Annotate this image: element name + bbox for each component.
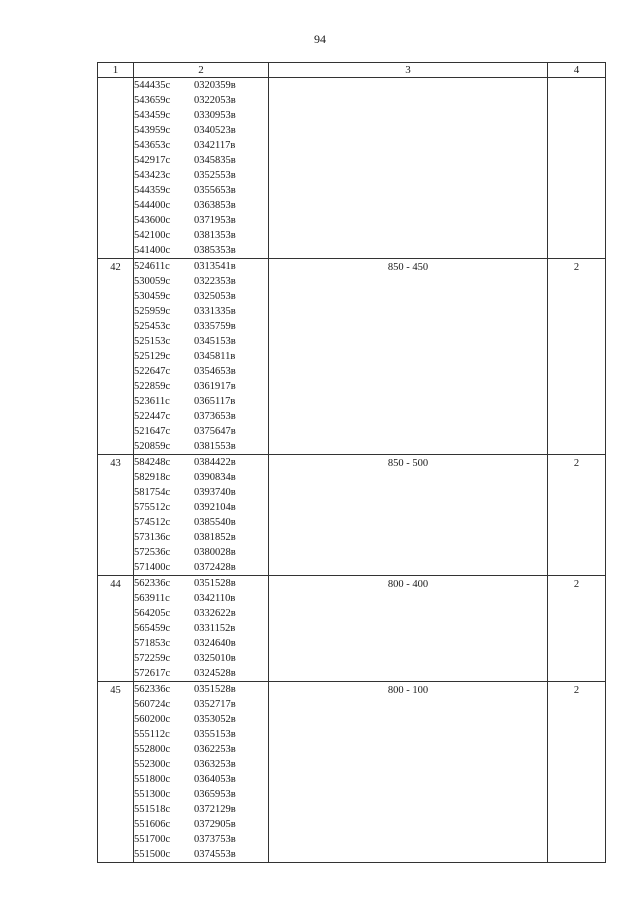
header-col-3: 3: [269, 63, 548, 78]
latitude: 572617с: [134, 668, 171, 679]
coordinate-line: [134, 500, 268, 515]
coordinate-line: [134, 183, 268, 198]
coordinate-line: [134, 108, 268, 123]
coordinate-line: [134, 802, 268, 817]
object-number: 44: [110, 579, 121, 590]
coordinates-cell: [134, 682, 269, 863]
coordinate-line: [134, 153, 268, 168]
coordinate-line: [134, 545, 268, 560]
latitude: 525453с: [134, 321, 171, 332]
longitude: 0322053в: [194, 95, 236, 106]
depth-range: 850 - 500: [387, 458, 429, 469]
depth-range-cell: [269, 455, 548, 576]
latitude: 522859с: [134, 381, 171, 392]
header-col-2: 2: [134, 63, 269, 78]
longitude: 0381353в: [194, 230, 236, 241]
depth-range-cell: [269, 576, 548, 682]
longitude: 0324528в: [194, 668, 236, 679]
coordinate-line: [134, 334, 268, 349]
longitude: 0325010в: [194, 653, 236, 664]
coordinate-line: [134, 757, 268, 772]
coordinate-line: [134, 742, 268, 757]
object-number-cell: [98, 576, 134, 682]
coordinate-line: [134, 485, 268, 500]
object-number: 43: [110, 458, 121, 469]
object-number-cell: [98, 682, 134, 863]
coordinate-line: [134, 697, 268, 712]
latitude: 543653с: [134, 140, 171, 151]
longitude: 0342110в: [194, 593, 236, 604]
latitude: 525959с: [134, 306, 171, 317]
longitude: 0354653в: [194, 366, 236, 377]
header-row: [98, 63, 606, 78]
latitude: 543459с: [134, 110, 171, 121]
latitude: 572259с: [134, 653, 171, 664]
latitude: 562336с: [134, 684, 171, 695]
longitude: 0381852в: [194, 532, 236, 543]
object-number-cell: [98, 259, 134, 455]
longitude: 0345153в: [194, 336, 236, 347]
coordinate-line: [134, 530, 268, 545]
coordinate-line: [134, 606, 268, 621]
coordinate-line: [134, 455, 268, 470]
longitude: 0371953в: [194, 215, 236, 226]
depth-range: 850 - 450: [387, 262, 429, 273]
coordinate-line: [134, 832, 268, 847]
object-number: [98, 78, 133, 79]
latitude: 543423с: [134, 170, 171, 181]
coordinate-line: [134, 259, 268, 274]
coordinate-line: [134, 304, 268, 319]
longitude: 0324640в: [194, 638, 236, 649]
longitude: 0342117в: [194, 140, 236, 151]
latitude: 521647с: [134, 426, 171, 437]
longitude: 0330953в: [194, 110, 236, 121]
longitude: 0384422в: [194, 457, 236, 468]
latitude: 522647с: [134, 366, 171, 377]
longitude: 0313541в: [194, 261, 236, 272]
coordinates-table: [97, 62, 606, 863]
latitude: 582918с: [134, 472, 171, 483]
object-number: 45: [110, 685, 121, 696]
latitude: 551518с: [134, 804, 171, 815]
object-number-cell: [98, 78, 134, 259]
longitude: 0363253в: [194, 759, 236, 770]
longitude: 0373653в: [194, 411, 236, 422]
coordinate-line: [134, 621, 268, 636]
latitude: 542917с: [134, 155, 171, 166]
latitude: 574512с: [134, 517, 171, 528]
latitude: 571853с: [134, 638, 171, 649]
longitude: 0355153в: [194, 729, 236, 740]
latitude: 530059с: [134, 276, 171, 287]
coordinate-line: [134, 289, 268, 304]
coordinates-cell: [134, 78, 269, 259]
longitude: 0332622в: [194, 608, 236, 619]
longitude: 0331152в: [194, 623, 236, 634]
coordinate-line: [134, 682, 268, 697]
longitude: 0373753в: [194, 834, 236, 845]
longitude: 0353052в: [194, 714, 236, 725]
latitude: 542100с: [134, 230, 171, 241]
longitude: 0362253в: [194, 744, 236, 755]
latitude: 541400с: [134, 245, 171, 256]
header-col-4: 4: [548, 63, 606, 78]
longitude: 0335759в: [194, 321, 236, 332]
longitude: 0351528в: [194, 578, 236, 589]
longitude: 0392104в: [194, 502, 236, 513]
latitude: 524611с: [134, 261, 170, 272]
coordinate-line: [134, 93, 268, 108]
table-row: [98, 259, 606, 455]
latitude: 551500с: [134, 849, 171, 860]
coordinate-line: [134, 772, 268, 787]
coordinate-line: [134, 817, 268, 832]
sheet-cell: [548, 259, 606, 455]
latitude: 543600с: [134, 215, 171, 226]
longitude: 0365953в: [194, 789, 236, 800]
longitude: 0331335в: [194, 306, 236, 317]
coordinate-line: [134, 168, 268, 183]
coordinates-cell: [134, 576, 269, 682]
sheet-cell: [548, 682, 606, 863]
longitude: 0372905в: [194, 819, 236, 830]
latitude: 544435с: [134, 80, 171, 91]
coordinate-line: [134, 576, 268, 591]
table-row: [98, 78, 606, 259]
coordinate-line: [134, 636, 268, 651]
coordinate-line: [134, 394, 268, 409]
longitude: 0322353в: [194, 276, 236, 287]
depth-range: [269, 78, 547, 79]
latitude: 552800с: [134, 744, 171, 755]
coordinate-line: [134, 424, 268, 439]
coordinate-line: [134, 138, 268, 153]
longitude: 0352717в: [194, 699, 236, 710]
coordinate-line: [134, 243, 268, 258]
latitude: 564205с: [134, 608, 171, 619]
longitude: 0390834в: [194, 472, 236, 483]
sheet-value: 2: [573, 458, 580, 469]
coordinate-line: [134, 712, 268, 727]
latitude: 552300с: [134, 759, 171, 770]
coordinate-line: [134, 274, 268, 289]
longitude: 0372129в: [194, 804, 236, 815]
sheet-value: 2: [573, 262, 580, 273]
longitude: 0345835в: [194, 155, 236, 166]
longitude: 0381553в: [194, 441, 236, 452]
coordinate-line: [134, 651, 268, 666]
coordinate-line: [134, 515, 268, 530]
sheet-value: 2: [573, 685, 580, 696]
latitude: 551606с: [134, 819, 171, 830]
coordinate-line: [134, 349, 268, 364]
latitude: 584248с: [134, 457, 171, 468]
sheet-value: 2: [573, 579, 580, 590]
sheet-cell: [548, 455, 606, 576]
coordinate-line: [134, 560, 268, 575]
coordinate-line: [134, 847, 268, 862]
latitude: 563911с: [134, 593, 170, 604]
coordinate-line: [134, 787, 268, 802]
sheet-cell: [548, 78, 606, 259]
object-number-cell: [98, 455, 134, 576]
coordinate-line: [134, 439, 268, 454]
coordinate-line: [134, 727, 268, 742]
latitude: 575512с: [134, 502, 171, 513]
depth-range: 800 - 100: [387, 685, 429, 696]
table-row: [98, 576, 606, 682]
coordinates-cell: [134, 259, 269, 455]
longitude: 0385353в: [194, 245, 236, 256]
latitude: 581754с: [134, 487, 171, 498]
depth-range-cell: [269, 682, 548, 863]
latitude: 523611с: [134, 396, 170, 407]
latitude: 551300с: [134, 789, 171, 800]
longitude: 0380028в: [194, 547, 236, 558]
longitude: 0375647в: [194, 426, 236, 437]
latitude: 560200с: [134, 714, 171, 725]
longitude: 0361917в: [194, 381, 236, 392]
latitude: 555112с: [134, 729, 170, 740]
latitude: 525129с: [134, 351, 171, 362]
depth-range-cell: [269, 78, 548, 259]
coordinate-line: [134, 379, 268, 394]
coordinate-line: [134, 198, 268, 213]
latitude: 573136с: [134, 532, 171, 543]
latitude: 543659с: [134, 95, 171, 106]
latitude: 565459с: [134, 623, 171, 634]
depth-range-cell: [269, 259, 548, 455]
latitude: 520859с: [134, 441, 171, 452]
coordinate-line: [134, 666, 268, 681]
longitude: 0363853в: [194, 200, 236, 211]
coordinate-line: [134, 213, 268, 228]
coordinate-line: [134, 470, 268, 485]
depth-range: 800 - 400: [387, 579, 429, 590]
longitude: 0340523в: [194, 125, 236, 136]
sheet-cell: [548, 576, 606, 682]
latitude: 551700с: [134, 834, 171, 845]
longitude: 0393740в: [194, 487, 236, 498]
longitude: 0355653в: [194, 185, 236, 196]
latitude: 544400с: [134, 200, 171, 211]
coordinate-line: [134, 78, 268, 93]
latitude: 560724с: [134, 699, 171, 710]
longitude: 0364053в: [194, 774, 236, 785]
table-row: [98, 455, 606, 576]
coordinate-line: [134, 123, 268, 138]
table-row: [98, 682, 606, 863]
coordinates-cell: [134, 455, 269, 576]
coordinate-line: [134, 409, 268, 424]
latitude: 530459с: [134, 291, 171, 302]
longitude: 0372428в: [194, 562, 236, 573]
header-col-1: 1: [98, 63, 134, 78]
sheet-value: [548, 78, 605, 79]
latitude: 544359с: [134, 185, 171, 196]
latitude: 522447с: [134, 411, 171, 422]
latitude: 572536с: [134, 547, 171, 558]
latitude: 571400с: [134, 562, 171, 573]
latitude: 562336с: [134, 578, 171, 589]
page-number: 94: [314, 32, 326, 46]
longitude: 0352553в: [194, 170, 236, 181]
latitude: 551800с: [134, 774, 171, 785]
latitude: 525153с: [134, 336, 171, 347]
object-number: 42: [110, 262, 121, 273]
longitude: 0385540в: [194, 517, 236, 528]
coordinate-line: [134, 364, 268, 379]
longitude: 0325053в: [194, 291, 236, 302]
latitude: 543959с: [134, 125, 171, 136]
longitude: 0345811в: [194, 351, 236, 362]
coordinate-line: [134, 228, 268, 243]
longitude: 0351528в: [194, 684, 236, 695]
longitude: 0374553в: [194, 849, 236, 860]
longitude: 0320359в: [194, 80, 236, 91]
coordinate-line: [134, 591, 268, 606]
longitude: 0365117в: [194, 396, 236, 407]
coordinate-line: [134, 319, 268, 334]
